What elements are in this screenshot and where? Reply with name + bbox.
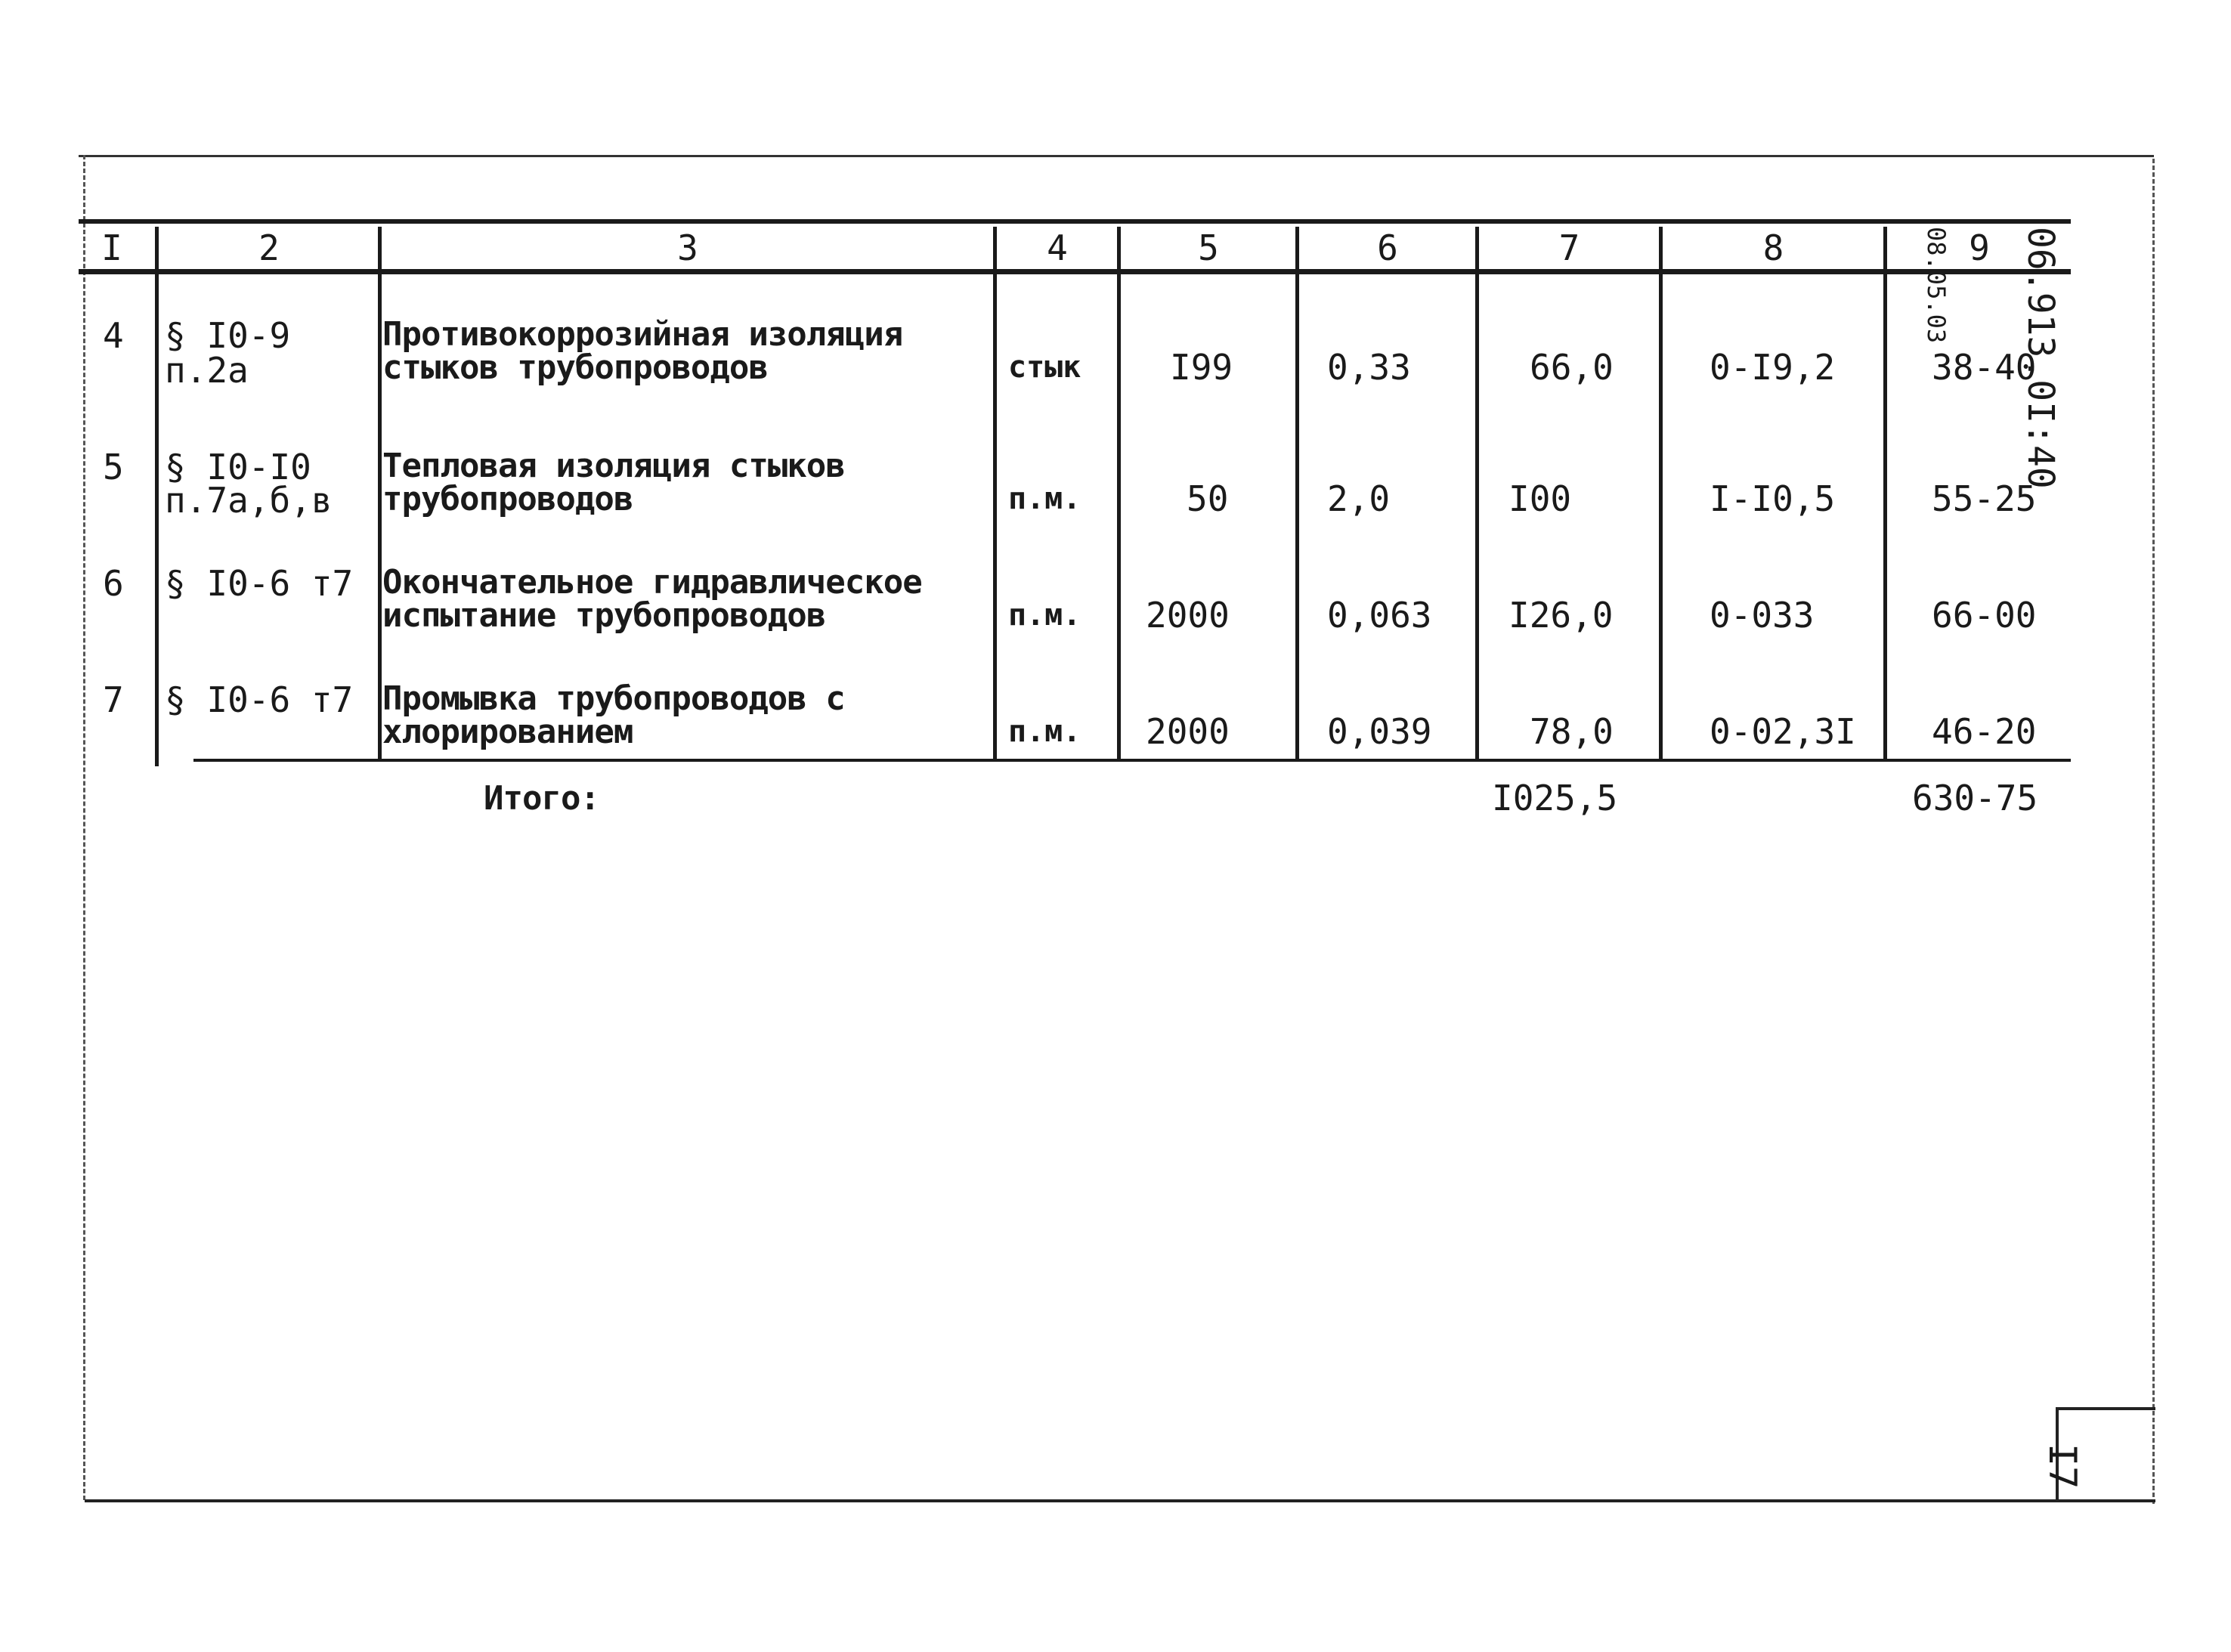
labor-rate: 2,0 [1327, 478, 1391, 519]
norm-reference: § I0-I0 [165, 447, 311, 487]
document-code [1884, 227, 2127, 489]
norm-reference: § I0-9 [165, 315, 291, 356]
rate-code: 0-033 [1710, 595, 1815, 636]
rate-code: 0-I9,2 [1710, 347, 1836, 388]
labor-rate: 0,039 [1327, 711, 1432, 752]
totals-label: Итого: [484, 779, 599, 818]
frame-bottom-border [85, 1499, 2155, 1502]
work-description: Промывка трубопроводов с [382, 679, 845, 718]
col-divider-6 [1475, 227, 1479, 759]
header-col-6: 6 [1377, 227, 1398, 268]
col-divider-5 [1295, 227, 1299, 759]
quantity: I99 [1170, 347, 1233, 388]
totals-labor: I025,5 [1492, 778, 1618, 818]
work-description: Противокоррозийная изоляция [382, 315, 903, 354]
labor-total: I00 [1508, 478, 1572, 519]
cost: 46-20 [1932, 711, 2037, 752]
work-description-cont: испытание трубопроводов [382, 596, 826, 635]
work-description-cont: хлорированием [382, 713, 633, 751]
norm-clause: п.2а [165, 350, 249, 391]
rate-code: 0-02,3I [1710, 711, 1856, 752]
frame-top-border [79, 155, 2154, 157]
labor-total: 66,0 [1530, 347, 1614, 388]
unit: стык [1008, 350, 1081, 385]
header-top-line [79, 219, 2071, 224]
row-number: 7 [103, 679, 124, 720]
labor-total: 78,0 [1530, 711, 1614, 752]
work-description: Окончательное гидравлическое [382, 563, 922, 602]
header-col-9: 9 [1969, 227, 1990, 268]
cost: 55-25 [1932, 478, 2037, 519]
work-description-cont: трубопроводов [382, 480, 633, 518]
cost: 38-40 [1932, 347, 2037, 388]
unit: п.м. [1008, 481, 1081, 516]
header-col-7: 7 [1558, 227, 1580, 268]
header-col-1: I [101, 227, 122, 268]
header-col-5: 5 [1198, 227, 1219, 268]
header-col-8: 8 [1762, 227, 1784, 268]
col-divider-1 [155, 227, 159, 766]
work-description-cont: стыков трубопроводов [382, 348, 768, 387]
col-divider-4 [1117, 227, 1121, 759]
labor-rate: 0,33 [1327, 347, 1411, 388]
labor-rate: 0,063 [1327, 595, 1432, 636]
unit: п.м. [1008, 598, 1081, 633]
quantity: 2000 [1146, 711, 1230, 752]
header-col-4: 4 [1047, 227, 1068, 268]
work-description: Тепловая изоляция стыков [382, 447, 845, 485]
cost: 66-00 [1932, 595, 2037, 636]
header-col-3: 3 [677, 227, 698, 268]
col-divider-3 [993, 227, 997, 759]
document-code-date: 08.05.03 [1922, 227, 1951, 344]
quantity: 2000 [1146, 595, 1230, 636]
col-divider-7 [1659, 227, 1663, 759]
row-number: 5 [103, 447, 124, 487]
norm-reference: § I0-6 т7 [165, 679, 354, 720]
totals-cost: 630-75 [1912, 778, 2038, 818]
col-divider-2 [378, 227, 382, 759]
row-number: 4 [103, 315, 124, 356]
table-bottom-line [193, 759, 2071, 762]
norm-clause: п.7а,б,в [165, 480, 333, 521]
header-col-2: 2 [258, 227, 280, 268]
document-code-number: 06.913.0I:40 [2019, 227, 2062, 489]
frame-right-border [2152, 159, 2155, 1504]
frame-left-border [83, 155, 85, 1500]
row-number: 6 [103, 563, 124, 604]
page-number: I7 [2041, 1443, 2084, 1490]
quantity: 50 [1187, 478, 1229, 519]
labor-total: I26,0 [1508, 595, 1614, 636]
norm-reference: § I0-6 т7 [165, 563, 354, 604]
unit: п.м. [1008, 714, 1081, 749]
rate-code: I-I0,5 [1710, 478, 1836, 519]
